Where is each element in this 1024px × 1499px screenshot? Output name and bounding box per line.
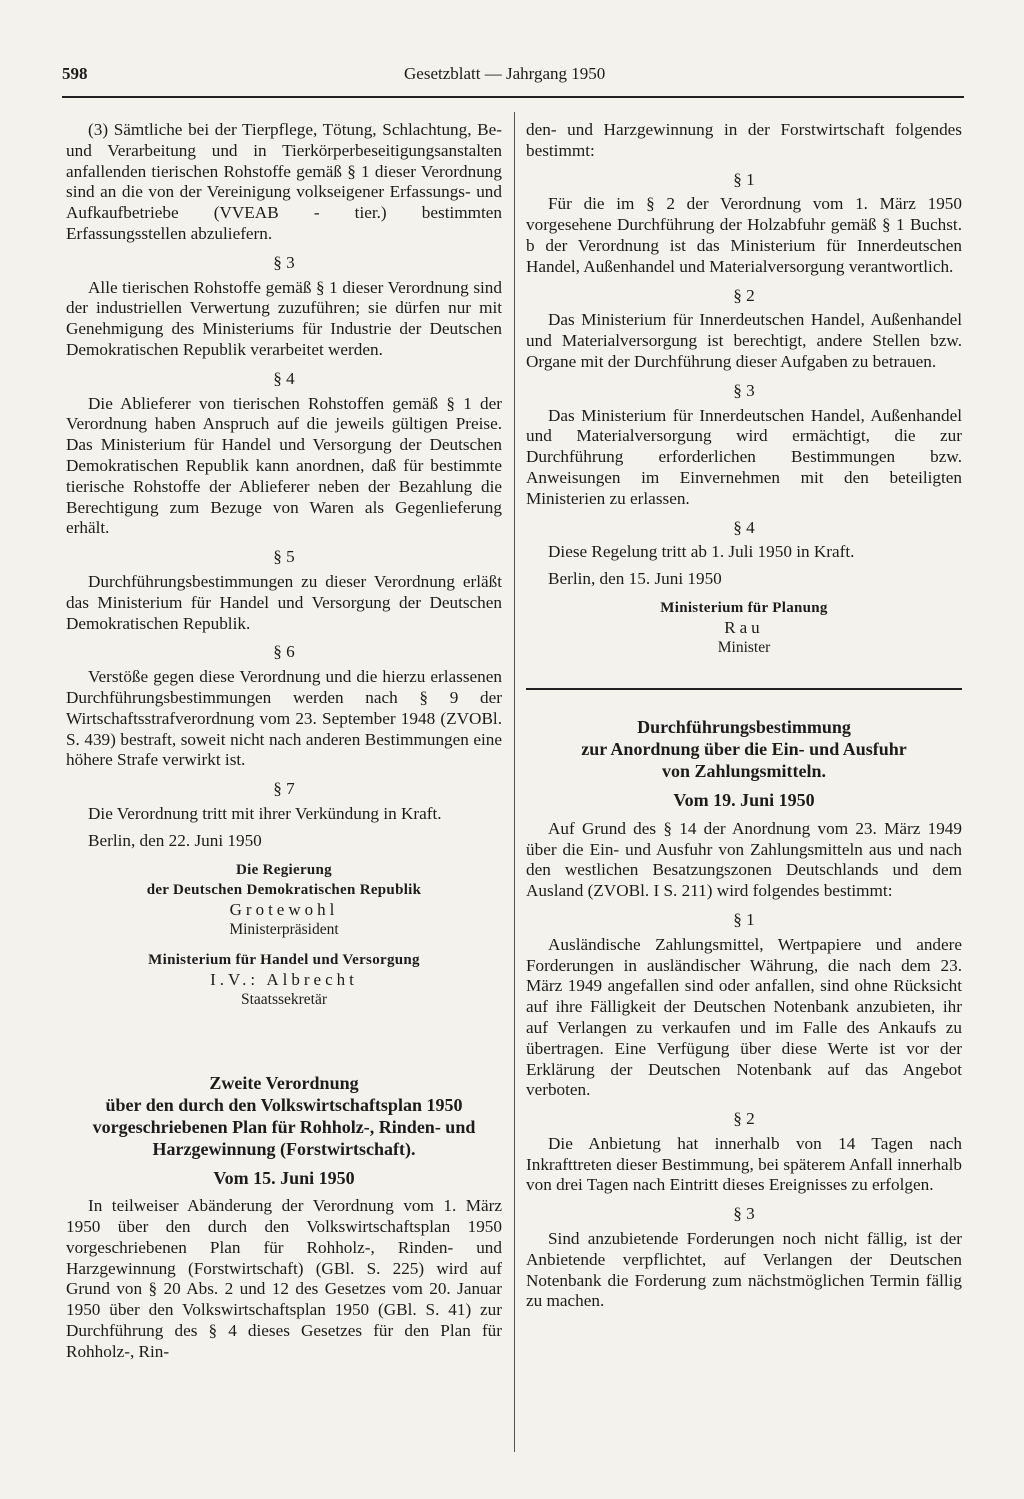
signatory-body: Ministerium für Handel und Versorgung <box>148 951 420 968</box>
signatory-name: Grotewohl <box>229 899 339 919</box>
title-line: vorgeschriebenen Plan für Rohholz-, Rinden- und <box>92 1116 476 1137</box>
paragraph: Die Anbietung hat innerhalb von 14 Tagen nach Inkrafttreten dieser Bestimmung, bei späterem Anfall innerhalb von drei Tagen nach Eintritt dieses Ereignisses zu erfolgen. <box>526 1133 962 1195</box>
signatory-role: Minister <box>717 638 771 656</box>
signature-block-government <box>66 860 502 1010</box>
paragraph: In teilweiser Abänderung der Verordnung vom 1. März 1950 über den durch den Volkswirtschaftsplan 1950 vorgeschriebenen Plan für Rohholz-, Rinden- und Harzgewinnung (Forstwirtschaft) (GBl. S. 225) wird auf Grund von § 20 Abs. 2 und 12 des Gesetzes vom 20. Januar 1950 über den Volkswirtschaftsplan 1950 (GBl. S. 41) zur Durchführung des § 4 dieses Gesetzes für den Plan für Rohholz-, Rin- <box>66 1196 502 1361</box>
signatory-role: Ministerpräsident <box>229 920 339 938</box>
place-date: Berlin, den 22. Juni 1950 <box>88 830 262 850</box>
signatory-name: Rau <box>724 617 764 637</box>
left-column <box>66 120 502 1363</box>
paragraph: Die Verordnung tritt mit ihrer Verkündung in Kraft. <box>88 803 442 823</box>
signatory-body: Die Regierung <box>236 861 332 878</box>
section-heading: § 5 <box>273 547 295 567</box>
page-header <box>62 60 964 98</box>
section-heading: § 4 <box>733 517 755 537</box>
signatory-role: Staatssekretär <box>240 990 328 1008</box>
paragraph: Verstöße gegen diese Verordnung und die hierzu erlassenen Durchführungsbestimmungen werden nach § 9 der Wirtschaftsstrafverordnung vom 23. September 1948 (ZVOBl. S. 439) bestraft, soweit nicht nach anderen Bestimmungen eine höhere Strafe verwirkt ist. <box>66 667 502 770</box>
title-line: von Zahlungsmitteln. <box>661 760 827 781</box>
section-heading: § 1 <box>733 169 755 189</box>
column-divider <box>514 112 515 1452</box>
signatory-body: der Deutschen Demokratischen Republik <box>146 881 422 898</box>
paragraph-continued: den- und Harzgewinnung in der Forstwirtschaft folgendes bestimmt: <box>526 120 962 160</box>
signature-block-planning <box>526 598 962 658</box>
signatory-body: Ministerium für Planung <box>660 599 828 616</box>
decree-title <box>66 1072 502 1160</box>
paragraph: Durchführungsbestimmungen zu dieser Verordnung erläßt das Ministerium für Handel und Versorgung der Deutschen Demokratischen Republik. <box>66 571 502 633</box>
paragraph: Das Ministerium für Innerdeutschen Handel, Außenhandel und Materialversorgung ist berechtigt, andere Stellen bzw. Organe mit der Durchführung dieser Aufgaben zu betrauen. <box>526 310 962 371</box>
page-number: 598 <box>62 64 88 83</box>
regulation-date: Vom 19. Juni 1950 <box>673 789 815 810</box>
title-line: zur Anordnung über die Ein- und Ausfuhr <box>581 738 907 759</box>
paragraph: Das Ministerium für Innerdeutschen Handel, Außenhandel und Materialversorgung wird ermächtigt, die zur Durchführung erforderlichen Bestimmungen bzw. Anweisungen im Einvernehmen mit den beteiligten Ministerien zu erlassen. <box>526 405 962 508</box>
section-heading: § 3 <box>733 1204 755 1224</box>
title-line: Zweite Verordnung <box>209 1072 359 1093</box>
section-heading: § 3 <box>273 252 295 272</box>
decree-date: Vom 15. Juni 1950 <box>213 1167 355 1188</box>
paragraph-3-subsection: (3) Sämtliche bei der Tierpflege, Tötung, Schlachtung, Be- und Verarbeitung und in Tierkörperbeseitigungsanstalten anfallenden tierischen Rohstoffe gemäß § 1 dieser Verordnung sind an die von der Vereinigung volkseigener Erfassungs- und Aufkaufbetriebe (VVEAB - tier.) bestimmten Erfassungsstellen abzuliefern. <box>66 120 502 243</box>
paragraph: Alle tierischen Rohstoffe gemäß § 1 dieser Verordnung sind der industriellen Verwertung zuzuführen; sie dürfen nur mit Genehmigung des Ministeriums für Industrie der Deutschen Demokratischen Republik verarbeitet werden. <box>66 277 502 359</box>
regulation-title <box>526 716 962 782</box>
paragraph: Sind anzubietende Forderungen noch nicht fällig, ist der Anbietende verpflichtet, auf Verlangen der Deutschen Notenbank die Forderung zum nächstmöglichen Termin fällig zu machen. <box>526 1229 962 1311</box>
paragraph: Ausländische Zahlungsmittel, Wertpapiere und andere Forderungen in ausländischer Währung, die nach dem 23. März 1949 angefallen sind oder anfallen, sind ohne Rücksicht auf ihre Fälligkeit der Deutschen Notenbank anzubieten, ihr auf Verlangen zu verkaufen und im Falle des Ankaufs zu übertragen. Eine Verfügung über diese Werte ist vor der Erklärung der Deutschen Notenbank auf das Angebot verboten. <box>526 934 962 1100</box>
paragraph: Diese Regelung tritt ab 1. Juli 1950 in Kraft. <box>548 542 855 562</box>
paragraph: Die Ablieferer von tierischen Rohstoffen gemäß § 1 der Verordnung haben Anspruch auf die jeweils gültigen Preise. Das Ministerium für Handel und Versorgung der Deutschen Demokratischen Republik kann anordnen, daß für bestimmte tierische Rohstoffe der Ablieferer neben der Bezahlung die Berechtigung zum Bezuge von Waren als Gegenlieferung erhält. <box>66 393 502 538</box>
right-column <box>526 120 962 1312</box>
title-line: Durchführungsbestimmung <box>637 716 851 737</box>
section-heading: § 7 <box>273 779 295 799</box>
title-line: Harzgewinnung (Forstwirtschaft). <box>152 1138 416 1159</box>
section-heading: § 3 <box>733 380 755 400</box>
section-heading: § 6 <box>273 642 295 662</box>
section-heading: § 2 <box>733 1109 755 1129</box>
signatory-name: I.V.: Albrecht <box>210 969 358 989</box>
paragraph: Für die im § 2 der Verordnung vom 1. März 1950 vorgesehene Durchführung der Holzabfuhr gemäß § 1 Buchst. b der Verordnung ist das Ministerium für Innerdeutschen Handel, Außenhandel und Materialversorgung verantwortlich. <box>526 194 962 276</box>
section-heading: § 1 <box>733 909 755 929</box>
place-date: Berlin, den 15. Juni 1950 <box>548 569 722 589</box>
paragraph: Auf Grund des § 14 der Anordnung vom 23. März 1949 über die Ein- und Ausfuhr von Zahlungsmitteln aus und nach den westlichen Besatzungszonen Deutschlands und dem Ausland (ZVOBl. I S. 211) wird folgendes bestimmt: <box>526 818 962 901</box>
running-title: Gesetzblatt — Jahrgang 1950 <box>404 64 606 83</box>
section-heading: § 4 <box>273 368 295 388</box>
section-divider-rule <box>526 688 962 690</box>
section-heading: § 2 <box>733 285 755 305</box>
title-line: über den durch den Volkswirtschaftsplan 1950 <box>105 1094 463 1115</box>
